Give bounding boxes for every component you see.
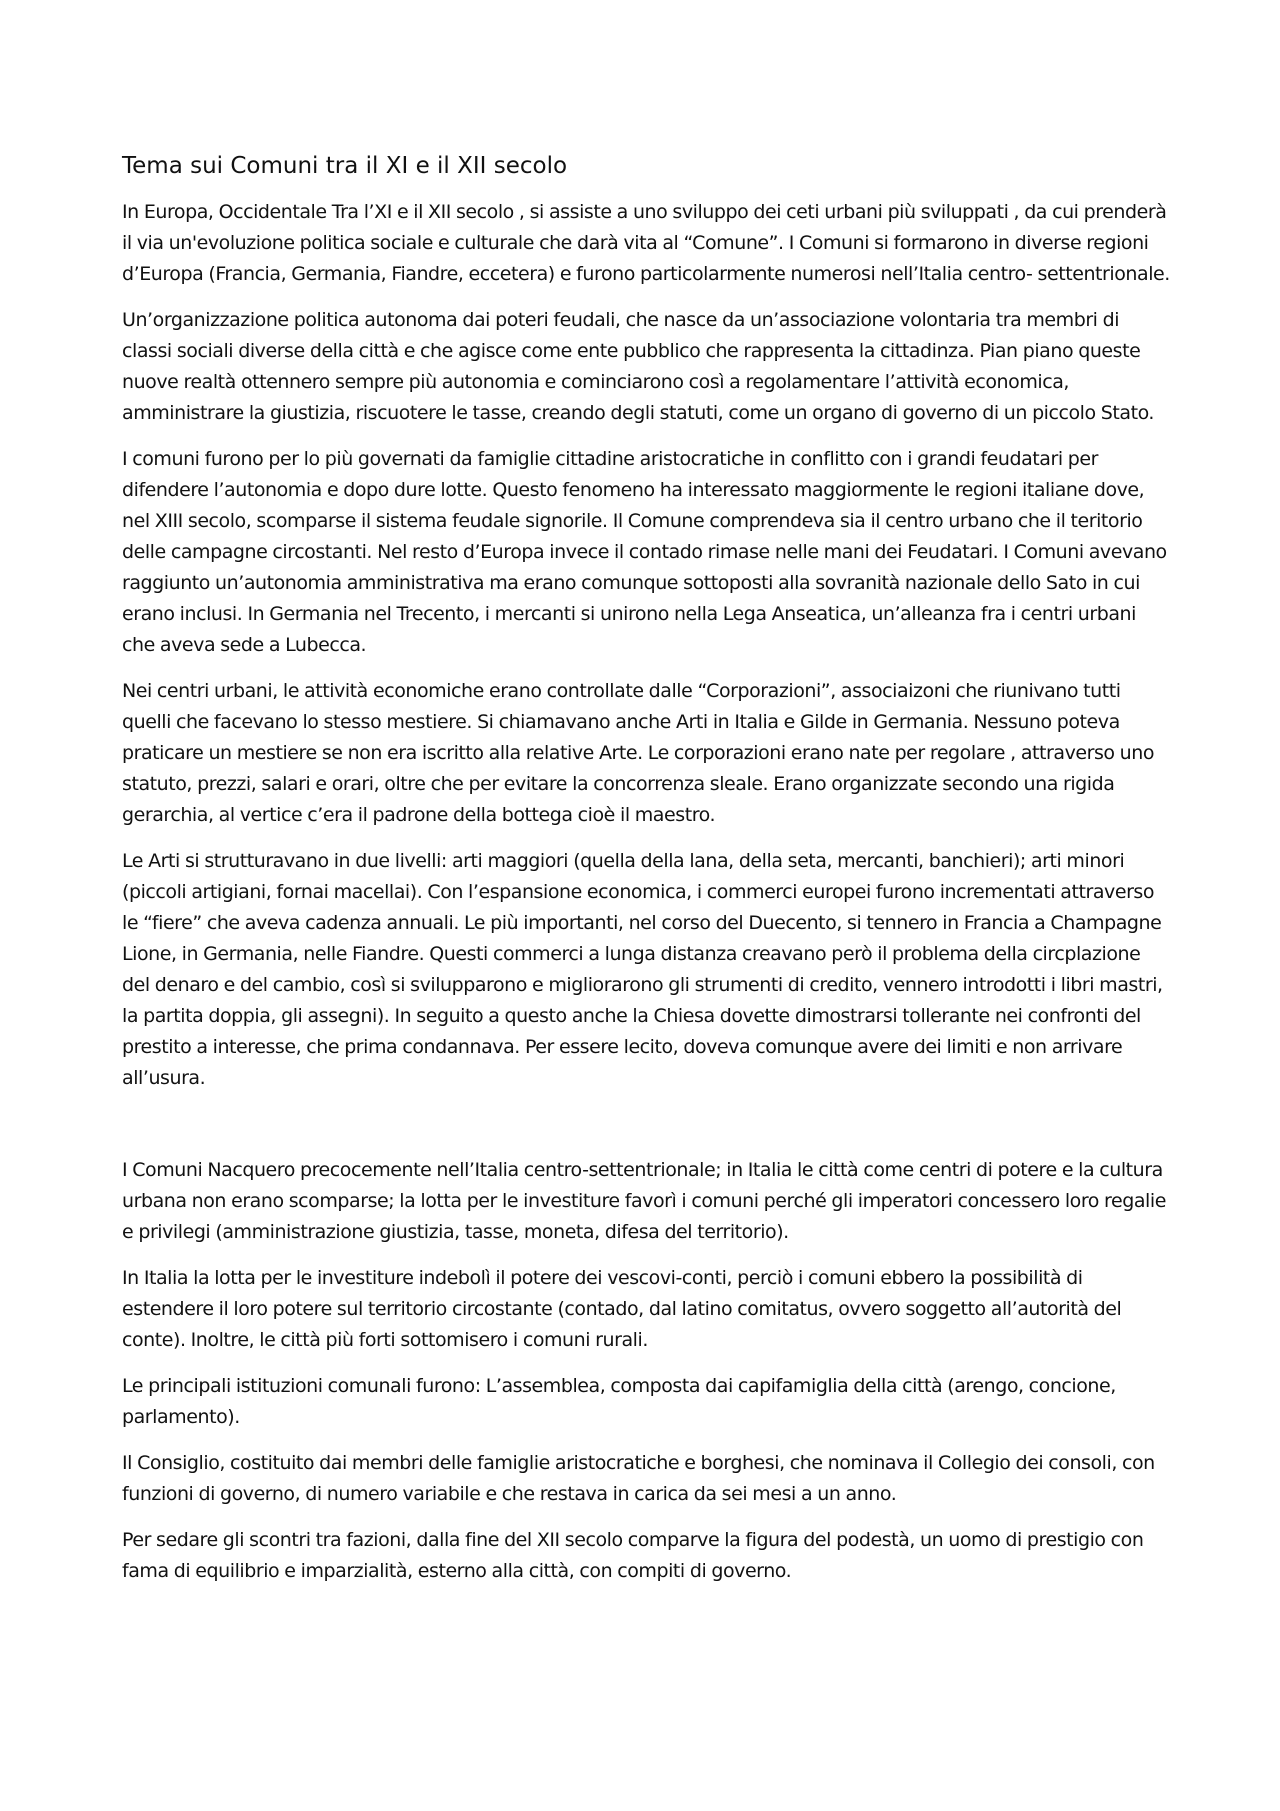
blank-line-gap xyxy=(122,1109,1170,1155)
paragraph-government: I comuni furono per lo più governati da famiglie cittadine aristocratiche in conflitto con i grandi feudatari per difendere l’autonomia e dopo dure lotte. Questo fenomeno ha interessato maggiormente le regioni italiane dove, nel XIII secolo, scomparse il sistema feudale signorile. Il Comune comprendeva sia il centro urbano che il teritorio delle campagne circostanti. Nel resto d’Europa invece il contado rimase nelle mani dei Feudatari. I Comuni avevano raggiunto un’autonomia amministrativa ma erano comunque sottoposti alla sovranità nazionale dello Sato in cui erano inclusi. In Germania nel Trecento, i mercanti si unirono nella Lega Anseatica, un’alleanza fra i centri urbani che aveva sede a Lubecca. xyxy=(122,448,1167,656)
paragraph-origins: I Comuni Nacquero precocemente nell’Italia centro-settentrionale; in Italia le città come centri di potere e la cultura urbana non erano scomparse; la lotta per le investiture favorì i comuni perché gli imperatori concessero loro regalie e privilegi (amministrazione giustizia, tasse, moneta, difesa del territorio). xyxy=(122,1159,1166,1243)
paragraph-institutions: Le principali istituzioni comunali furono: L’assemblea, composta dai capifamiglia della città (arengo, concione, parlamento). xyxy=(122,1375,1116,1428)
paragraph-arts-trade: Le Arti si strutturavano in due livelli: arti maggiori (quella della lana, della seta, mercanti, banchieri); arti minori (piccoli artigiani, fornai macellai). Con l’espansione economica, i commerci europei furono incrementati attraverso le “fiere” che aveva cadenza annuali. Le più importanti, nel corso del Duecento, si tennero in Francia a Champagne Lione, in Germania, nelle Fiandre. Questi commerci a lunga distanza creavano però il problema della circplazione del denaro e del cambio, così si svilupparono e migliorarono gli strumenti di credito, vennero introdotti i libri mastri, la partita doppia, gli assegni). In seguito a questo anche la Chiesa dovette dimostrarsi tollerante nei confronti del prestito a interesse, che prima condannava. Per essere lecito, doveva comunque avere dei limiti e non arrivare all’usura. xyxy=(122,850,1163,1089)
document-body xyxy=(122,150,1170,1602)
paragraph-intro: In Europa, Occidentale Tra l’XI e il XII secolo , si assiste a uno sviluppo dei ceti urbani più sviluppati , da cui prenderà il via un'evoluzione politica sociale e culturale che darà vita al “Comune”. I Comuni si formarono in diverse regioni d’Europa (Francia, Germania, Fiandre, eccetera) e furono particolarmente numerosi nell’Italia centro- settentrionale. xyxy=(122,201,1170,285)
paragraph-podesta: Per sedare gli scontri tra fazioni, dalla fine del XII secolo comparve la figura del podestà, un uomo di prestigio con fama di equilibrio e imparzialità, esterno alla città, con compiti di governo. xyxy=(122,1529,1144,1582)
document-title: Tema sui Comuni tra il XI e il XII secolo xyxy=(122,153,568,179)
paragraph-investiture: In Italia la lotta per le investiture indebolì il potere dei vescovi-conti, perciò i comuni ebbero la possibilità di estendere il loro potere sul territorio circostante (contado, dal latino comitatus, ovvero soggetto all’autorità del conte). Inoltre, le città più forti sottomisero i comuni rurali. xyxy=(122,1267,1122,1351)
paragraph-council: Il Consiglio, costituito dai membri delle famiglie aristocratiche e borghesi, che nominava il Collegio dei consoli, con funzioni di governo, di numero variabile e che restava in carica da sei mesi a un anno. xyxy=(122,1452,1155,1505)
paragraph-corporations: Nei centri urbani, le attività economiche erano controllate dalle “Corporazioni”, associaizoni che riunivano tutti quelli che facevano lo stesso mestiere. Si chiamavano anche Arti in Italia e Gilde in Germania. Nessuno poteva praticare un mestiere se non era iscritto alla relative Arte. Le corporazioni erano nate per regolare , attraverso uno statuto, prezzi, salari e orari, oltre che per evitare la concorrenza sleale. Erano organizzate secondo una rigida gerarchia, al vertice c’era il padrone della bottega cioè il maestro. xyxy=(122,680,1155,826)
paragraph-organization: Un’organizzazione politica autonoma dai poteri feudali, che nasce da un’associazione volontaria tra membri di classi sociali diverse della città e che agisce come ente pubblico che rappresenta la cittadinza. Pian piano queste nuove realtà ottennero sempre più autonomia e cominciarono così a regolamentare l’attività economica, amministrare la giustizia, riscuotere le tasse, creando degli statuti, come un organo di governo di un piccolo Stato. xyxy=(122,309,1155,424)
